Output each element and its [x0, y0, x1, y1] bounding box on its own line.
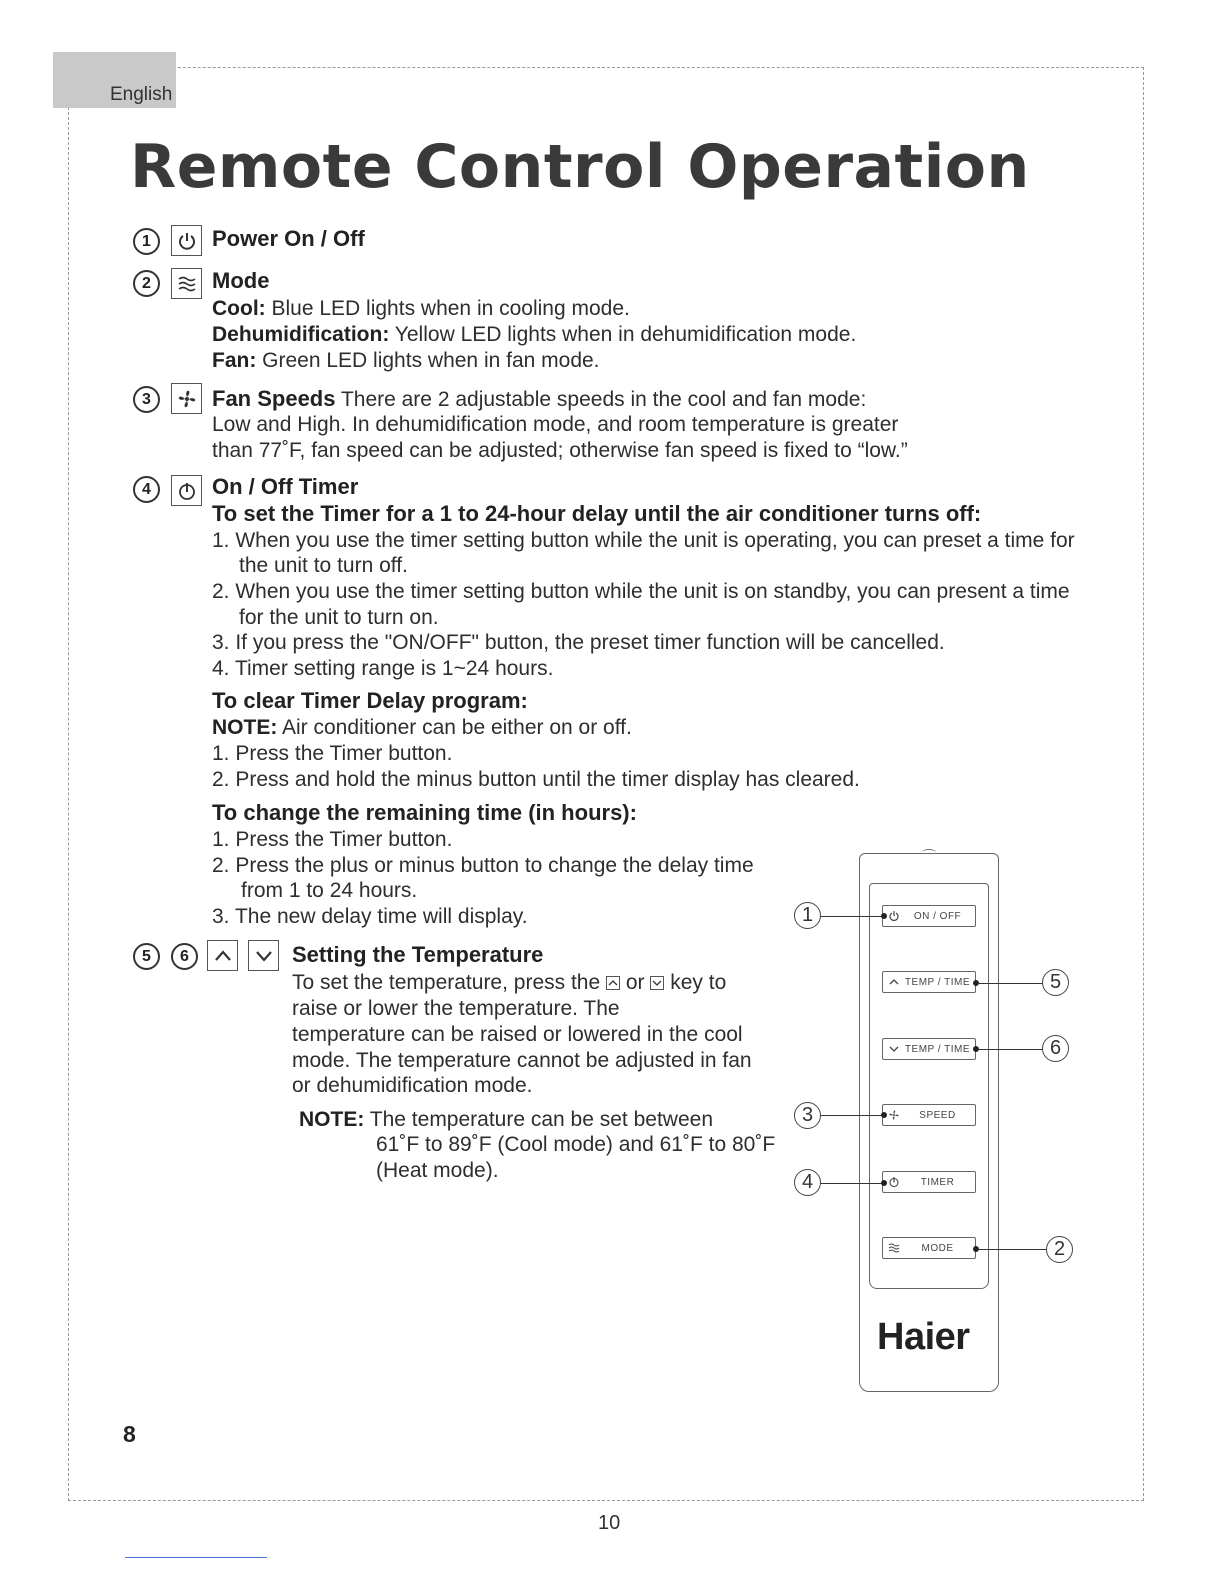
temperature-line-2: raise or lower the temperature. The [292, 997, 620, 1020]
remote-button-panel [869, 883, 989, 1289]
page-number: 8 [123, 1421, 136, 1447]
section-number: 5 [133, 943, 160, 970]
chevron-up-icon [888, 976, 900, 988]
callout-line [977, 983, 1043, 984]
remote-ir-window [922, 849, 936, 856]
callout-number: 1 [794, 902, 821, 929]
callout-line [820, 1115, 882, 1116]
power-icon [888, 910, 900, 922]
brand-logo: Haier [877, 1316, 970, 1358]
timer-set-item: 1. When you use the timer setting button while the unit is operating, you can preset a time for [212, 529, 1075, 552]
temperature-line-4: mode. The temperature cannot be adjusted in fan [292, 1049, 752, 1072]
temperature-note-line-1: NOTE: The temperature can be set between [299, 1108, 713, 1131]
chevron-down-icon [888, 1043, 900, 1055]
timer-clear-heading: To clear Timer Delay program: [212, 688, 528, 713]
chevron-up-icon [207, 940, 238, 971]
section-number: 3 [133, 386, 160, 413]
timer-set-heading: To set the Timer for a 1 to 24-hour delay until the air conditioner turns off: [212, 501, 982, 526]
mode-dehum-line: Dehumidification: Yellow LED lights when in dehumidification mode. [212, 323, 857, 346]
mode-icon [171, 268, 202, 299]
section-heading-timer: On / Off Timer [212, 474, 359, 499]
temperature-note-line-3: (Heat mode). [376, 1159, 499, 1182]
page-title: Remote Control Operation [130, 132, 1030, 202]
chevron-down-icon [650, 976, 664, 990]
mode-icon [888, 1242, 900, 1254]
callout-number: 2 [1046, 1236, 1073, 1263]
callout-number: 4 [794, 1169, 821, 1196]
timer-set-item: 3. If you press the "ON/OFF" button, the preset timer function will be cancelled. [212, 631, 945, 654]
timer-set-item: 2. When you use the timer setting button while the unit is on standby, you can present a time [212, 580, 1070, 603]
fan-icon [171, 383, 202, 414]
callout-number: 5 [1042, 969, 1069, 996]
fan-speeds-line-3: than 77˚F, fan speed can be adjusted; otherwise fan speed is fixed to “low.” [212, 439, 908, 462]
timer-set-item: the unit to turn off. [239, 554, 408, 577]
section-number: 2 [133, 270, 160, 297]
footer-divider [125, 1557, 267, 1558]
temperature-line-1: To set the temperature, press the or key to [292, 971, 727, 994]
fan-speeds-line-1: Fan Speeds There are 2 adjustable speeds in the cool and fan mode: [212, 386, 867, 411]
language-tab [53, 52, 176, 108]
callout-line [820, 1183, 882, 1184]
timer-set-item: 4. Timer setting range is 1~24 hours. [212, 657, 554, 680]
footer-page-number: 10 [598, 1512, 621, 1534]
section-number: 4 [133, 476, 160, 503]
remote-temp-up-button: TEMP / TIME [882, 971, 976, 993]
temperature-line-3: temperature can be raised or lowered in the cool [292, 1023, 743, 1046]
timer-change-item: 2. Press the plus or minus button to change the delay time [212, 854, 754, 877]
timer-set-item: for the unit to turn on. [239, 606, 439, 629]
temperature-note-line-2: 61˚F to 89˚F (Cool mode) and 61˚F to 80˚F [376, 1133, 776, 1156]
timer-clear-item: 1. Press the Timer button. [212, 742, 453, 765]
section-number: 6 [171, 943, 198, 970]
remote-timer-button: TIMER [882, 1171, 976, 1193]
callout-number: 6 [1042, 1035, 1069, 1062]
timer-change-item: from 1 to 24 hours. [241, 879, 418, 902]
mode-fan-line: Fan: Green LED lights when in fan mode. [212, 349, 600, 372]
callout-line [820, 916, 882, 917]
remote-temp-down-button: TEMP / TIME [882, 1038, 976, 1060]
callout-number: 3 [794, 1102, 821, 1129]
remote-mode-button: MODE [882, 1237, 976, 1259]
remote-onoff-button: ON / OFF [882, 905, 976, 927]
chevron-up-icon [606, 976, 620, 990]
timer-icon [888, 1176, 900, 1188]
timer-icon [171, 475, 202, 506]
timer-clear-note: NOTE: Air conditioner can be either on or off. [212, 716, 632, 739]
callout-line [977, 1249, 1047, 1250]
temperature-line-5: or dehumidification mode. [292, 1074, 533, 1097]
timer-clear-item: 2. Press and hold the minus button until the timer display has cleared. [212, 768, 860, 791]
fan-speeds-line-2: Low and High. In dehumidification mode, and room temperature is greater [212, 413, 899, 436]
timer-change-item: 3. The new delay time will display. [212, 905, 528, 928]
section-number: 1 [133, 228, 160, 255]
timer-change-heading: To change the remaining time (in hours): [212, 800, 637, 825]
section-heading-mode: Mode [212, 268, 270, 293]
section-heading-power: Power On / Off [212, 226, 365, 251]
callout-line [977, 1049, 1043, 1050]
fan-icon [888, 1109, 900, 1121]
power-icon [171, 225, 202, 256]
timer-change-item: 1. Press the Timer button. [212, 828, 453, 851]
language-label: English [110, 84, 173, 105]
chevron-down-icon [248, 940, 279, 971]
section-heading-temperature: Setting the Temperature [292, 942, 544, 967]
remote-speed-button: SPEED [882, 1104, 976, 1126]
mode-cool-line: Cool: Blue LED lights when in cooling mode. [212, 297, 630, 320]
